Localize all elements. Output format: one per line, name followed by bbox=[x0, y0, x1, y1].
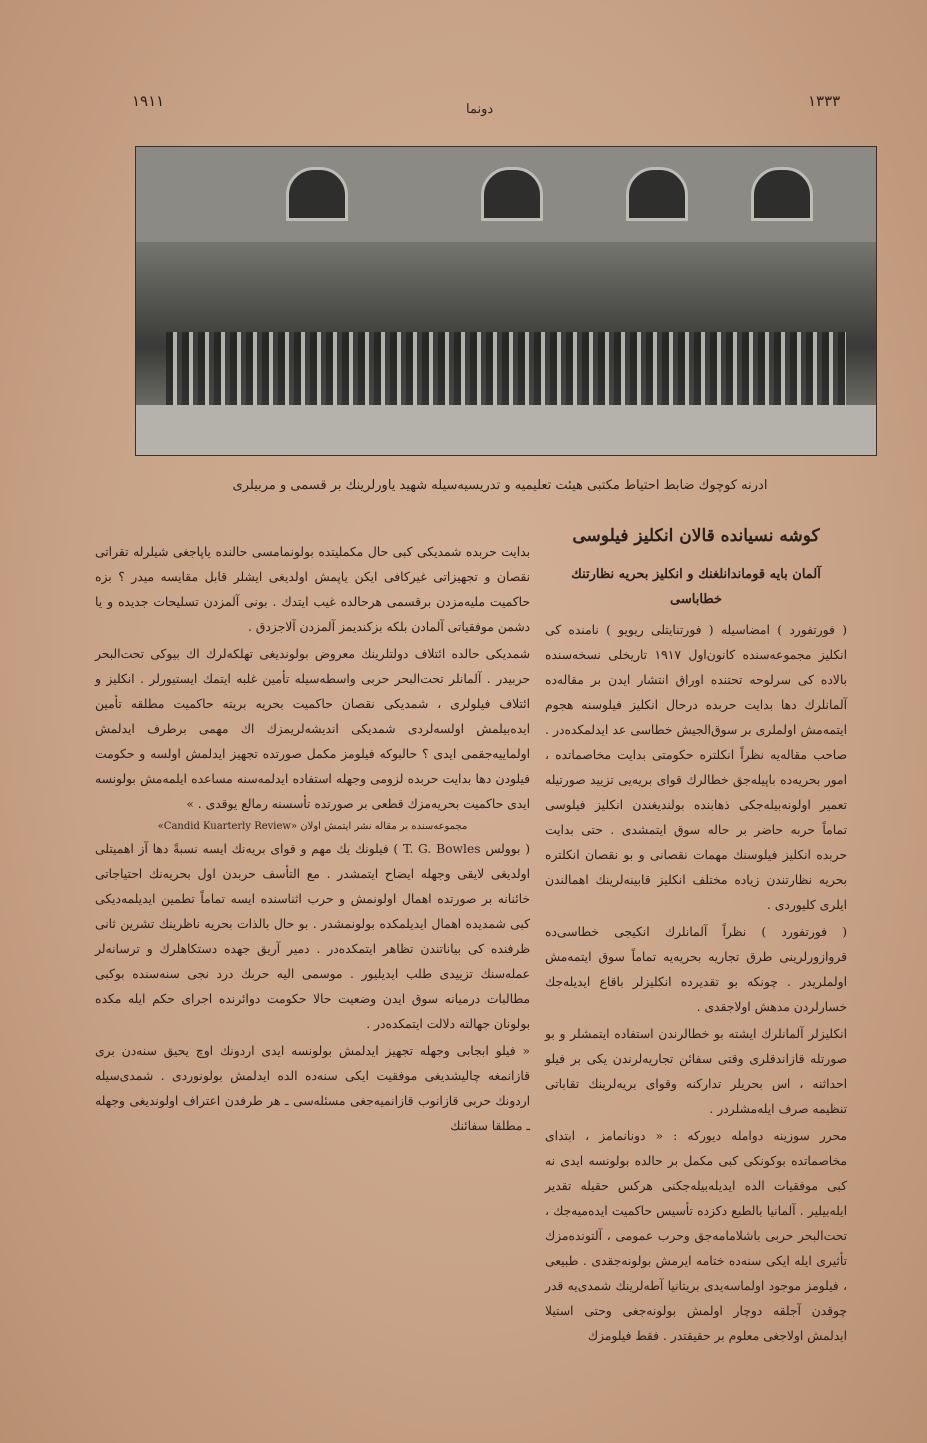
article-subtitle: آلمان بایه قوماندانلغنك و انکلیز بحریه نظارتنك خطاباسی bbox=[571, 567, 821, 607]
paragraph: انکلیزلر آلمانلرك ایشته بو خطالرندن استفاده ایتمشلر و بو صورتله قازاندقلری وقتی سفائن تجاریه‌لرندن یکی بر فیلو احداثنه ، اس بحریلر تدارکنه وقوای بریه‌لرینك تقاباتی تنظیمه صرف ایله‌مشلردر . bbox=[545, 1027, 847, 1116]
article-title: کوشه نسیانده قالان انکلیز فیلوسی bbox=[572, 526, 820, 546]
article-left-column bbox=[95, 540, 530, 1141]
photo-window bbox=[751, 167, 813, 221]
page-year: ١٣٣٣ bbox=[808, 92, 841, 110]
photo-window bbox=[626, 167, 688, 221]
photo-window bbox=[481, 167, 543, 221]
paragraph: « فیلو ابجابی وجهله تجهیز ایدلمش بولونسه ایدی اردونك اوچ یحیق سنه‌دن بری قازانمغه چالیشدیغی موفقیت ایکی سنه‌ده الده ایدلمش بولونوردی . شمدی‌سیله اردونك حربی قازانوب قازانمیه‌جغی مسئله‌سی ـ هر طرفدن اعتراف اولوندیغی وجهله ـ مطلقا سفائنك bbox=[95, 1044, 530, 1133]
paragraph: بدایت حربده شمدیکی کبی حال مکملیتده بولونمامسی حالنده یاپاجغی شیلرله تقراتی نقصان و تجهیزاتی غیرکافی ایکن یاپمش اولدیغی ایشلر قابل مقایسه میدر ؟ بزه حاکمیت ملیه‌مزدن برقسمی هرحالده غیب ایتدك . بونی آلمزدن تسلیحات جدیده و یا دشمن موفقیاتی آلمادن بلکه بزکندیمز آلمزدن آلاجزدق . bbox=[95, 545, 530, 634]
running-title: دونما bbox=[466, 102, 494, 117]
page-number: ١٩١١ bbox=[132, 92, 165, 110]
photo-caption: ادرنه کوچوك ضابط احتیاط مکتبی هیئت تعلیمیه و تدریسیه‌سیله شهید یاورلرینك بر قسمی و مربیلری bbox=[232, 478, 768, 493]
photo-ground bbox=[136, 405, 876, 455]
paragraph: ( فورتفورد ) نظراً آلمانلرك انکیجی خطاسی‌ده قروازورلرینی طرق تجاریه بحریه‌یه تماماً سوق ایتمه‌مش اولملریدر . چونکه بو تقدیرده انکلیزلر باقاع ایدیله‌جك خسارلردن مدهش اولاجقدی . bbox=[545, 925, 847, 1014]
group-photo bbox=[135, 146, 877, 456]
paragraph: شمدیکی حالده ائتلاف دولتلرینك معروض بولوندیغی تهلکه‌لرك اك بیوکی تحت‌البحر حربیدر . آلمانلر تحت‌البحر حربی واسطه‌سیله تأمین غلبه ایتمك ایستیورلر . انکلیز و ائتلاف فیلولری ، شمدیکی نقصان حاکمیت بحریه بریته حاکمیت مطلقه تأمین ایده‌بیلمش اولسه‌لردی شمدیکی اندیشه‌لریمزك اك مهمی برطرف ایدلمش اولماییه‌جقمی ایدی ؟ حالبوکه فیلومز مکمل صورتده تجهیز ایدلمش اولسه و حکومت فیلودن دها بدایت حربده لزومی وجهله استفاده ایدلمه‌سنه مساعده ایلمه‌مش بولونسه ایدی حاکمیت بحریه‌مزك قطعی بر صورتده تأسسنه رمالع یوقدی . » bbox=[95, 647, 530, 811]
paragraph: ( فورتفورد ) امضاسیله ( فورتنایتلی ریویو ) نامنده کی انکلیز مجموعه‌سنده کانون‌اول ١٩١٧ تاریخلی نسخه‌سنده بالاده کی سرلوحه تحتنده اوراق انتشار ایدن بر مقاله‌ده آلمانلرك دها بدایت حربده درحال انکلیز فیلوسنه هجوم ایتمه‌مش اولملری بر سوق‌الجیش خطاسی عد ایدلمکده‌در . صاحب مقاله‌یه نظراً انکلتره حکومتی بدایت مخاصماتده ، امور بحریه‌ده باپیله‌جق خطالرك قوای بریه‌یی تزیید صورتیله تعمیر اولونه‌بیله‌جکی ذهابنده بولندیغندن انکلیز فیلوسی تماماً حربه حاضر بر حاله سوق ایتمشدی . حتی بدایت حربده انکلیز فیلوسنك مهمات نقصانی و بو نقصان انکلتره بحریه نظارتندن زیاده مختلف انکلیز قابینه‌لرینك اهمالندن ایلری کلیوردی . bbox=[545, 623, 847, 912]
citation-line: «Candid Kuarterly Review» مجموعه‌سنده بر مقاله نشر ایتمش اولان bbox=[157, 821, 468, 832]
photo-window bbox=[286, 167, 348, 221]
paragraph: ( بوولس T. G. Bowles ) فیلونك یك مهم و قوای بریه‌نك ایسه نسبةً دها آز اهمیتلی اولدیغی لایقی وجهله ایضاح ایتمشدر . مع التأسف حربدن اول بحریه‌نك احتیاجاتی خائنانه بر صورتده اهمال اولونمش و حرب اثناسنده ایسه تماماً تطمین ایدیلمه‌دیکی کبی شمدیده اهمال ایدیلمکده بولونمشدر . بو حال بالذات بحریه ناظرینك تشرین ثانی ظرفنده کی بیاناتندن تظاهر ایتمکده‌در . دمیر آریق جهده دستکاهلرك و ترسانه‌لر عمله‌سنك تزییدی طلب ایدیلیور . موسمی الیه حربك درد نجی سنه‌سنده بوکبی مطالبات درمیانه سوق ایدن وضعیت حالا حکومت دوائرنده اجرای حکم ایله مکده بولونان جهالته دلالت ایتمکده‌در . bbox=[95, 842, 530, 1031]
paragraph: محرر سوزینه دوامله دیورکه : « دونانمامز ، ابتدای مخاصماتده بوکونکی کبی مکمل بر حالده بولونسه ایدی نه کبی موفقیات الده ایدیله‌بیله‌جکنی هرکس حقیله تقدیر ایله‌بیلیر . آلمانیا بالطبع دکزده تأسیس حاکمیت ایده‌میه‌جك ، تحت‌البحر حربی باشلامامه‌جق وحرب عمومی ، آلتونده‌مزك تأثیری ایله ایکی سنه‌ده ختامه ایرمش بولونه‌جقدی . طبیعی ، فیلومز موجود اولماسه‌یدی بریتانیا آطه‌لرینك شمدی‌یه قدر چوقدن آجلقه دوچار اولمش بولونه‌جغی وحتی استیلا ایدلمش اولاجغی معلوم بر حقیقتدر . فقط فیلومزك bbox=[545, 1129, 847, 1343]
article-right-column bbox=[545, 520, 847, 1351]
